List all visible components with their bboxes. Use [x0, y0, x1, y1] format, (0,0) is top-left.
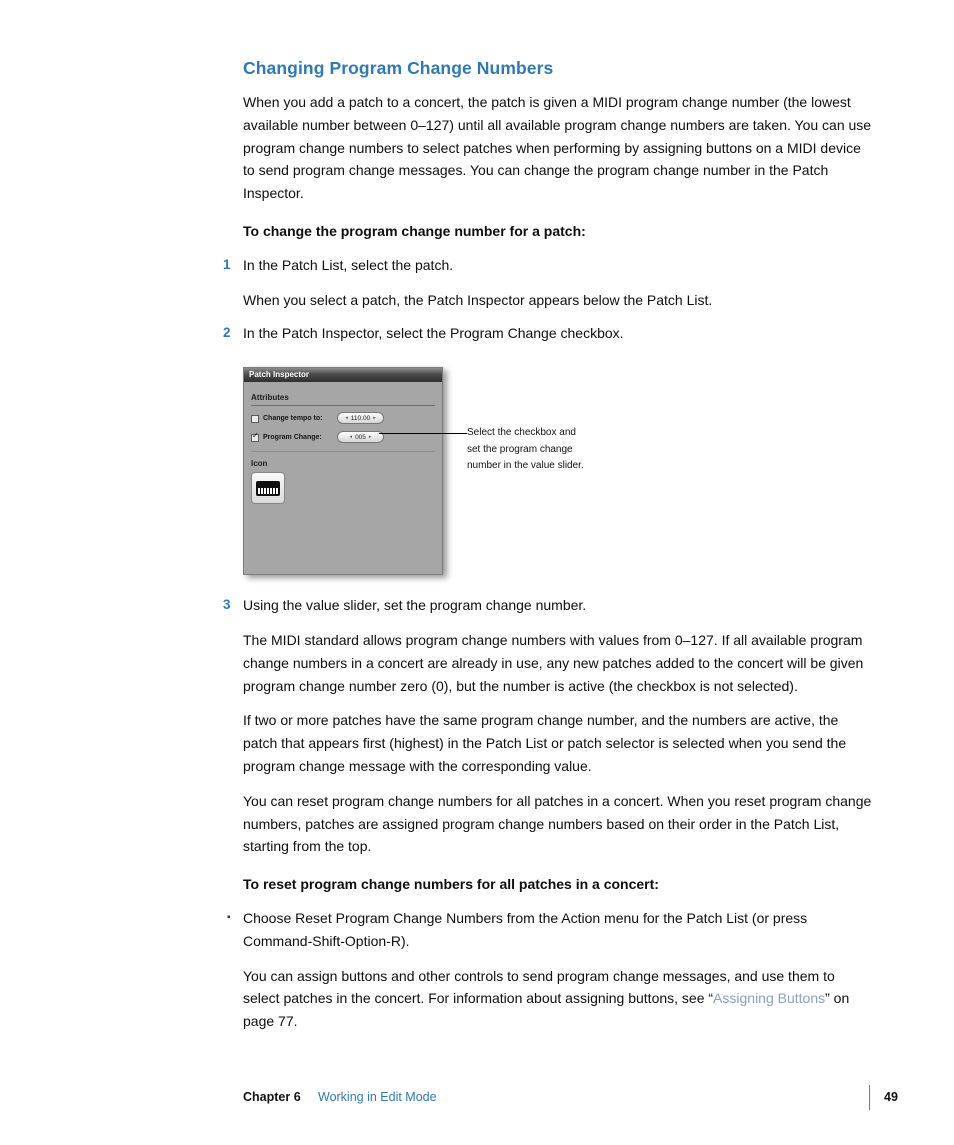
- callout-text: Select the checkbox and set the program change number in the value slider.: [467, 427, 584, 472]
- paragraph-assign-buttons: [243, 965, 875, 1033]
- stepper-right-icon: ▸: [373, 414, 376, 421]
- keyboard-keys-icon: [258, 488, 278, 494]
- paragraph-after-step1: When you select a patch, the Patch Inspector appears below the Patch List.: [243, 291, 713, 308]
- bullet-text: Choose Reset Program Change Numbers from the Action menu for the Patch List (or press Command-Shift-Option-R).: [243, 909, 808, 949]
- step-item-3: [223, 594, 875, 617]
- step-text: Using the value slider, set the program change number.: [243, 597, 587, 614]
- tempo-value-slider: [337, 412, 384, 424]
- step-number: 3: [223, 597, 231, 613]
- page-number: 49: [884, 1090, 898, 1104]
- change-tempo-checkbox: [251, 415, 259, 423]
- step-item-1: [223, 254, 875, 277]
- stepper-left-icon: ◂: [345, 414, 348, 421]
- task-heading-reset: To reset program change numbers for all patches in a concert:: [243, 876, 659, 893]
- step-item-2: [223, 322, 875, 345]
- program-change-label: Program Change:: [263, 434, 322, 442]
- change-tempo-label: Change tempo to:: [263, 415, 323, 423]
- assign-text-after: ” on page 77.: [243, 990, 850, 1030]
- callout-connector-line: [379, 433, 467, 434]
- patch-icon-well: [251, 472, 285, 504]
- tempo-value: 110.00: [350, 414, 371, 422]
- bullet-item: [227, 907, 875, 953]
- patch-inspector-figure: [243, 367, 875, 583]
- program-change-checkbox: [251, 434, 259, 442]
- footer-divider: [869, 1085, 870, 1110]
- stepper-left-icon: ◂: [349, 433, 353, 440]
- change-tempo-row: [251, 412, 435, 425]
- patch-inspector-panel: [243, 367, 443, 575]
- step-text: In the Patch Inspector, select the Program Change checkbox.: [243, 325, 624, 342]
- panel-divider: [251, 451, 435, 452]
- program-change-value-slider: [337, 431, 384, 443]
- paragraph-two-or-more: If two or more patches have the same program change number, and the numbers are active, the patch that appears first (highest) in the Patch List or patch selector is selected when you send the program change message with the corresponding value.: [243, 712, 847, 774]
- paragraph-reset-info: You can reset program change numbers for all patches in a concert. When you reset program change numbers, patches are assigned program change numbers based on their order in the Patch List, starting from the top.: [243, 792, 872, 855]
- section-heading: Changing Program Change Numbers: [243, 58, 554, 78]
- square-bullet-icon: ▪: [227, 911, 231, 923]
- footer-chapter-label: Chapter 6: [243, 1090, 301, 1104]
- attributes-divider: [251, 405, 435, 406]
- task-heading-change: To change the program change number for a patch:: [243, 222, 586, 239]
- panel-body: [244, 393, 442, 504]
- panel-title-bar: Patch Inspector: [244, 368, 442, 382]
- step-text: In the Patch List, select the patch.: [243, 256, 454, 273]
- icon-section-label: Icon: [251, 459, 268, 469]
- attributes-section-label: Attributes: [251, 393, 289, 403]
- step-number: 1: [223, 256, 231, 272]
- assigning-buttons-link[interactable]: Assigning Buttons: [713, 990, 826, 1007]
- program-change-value: 005: [355, 433, 366, 441]
- footer-section-link[interactable]: Working in Edit Mode: [318, 1090, 437, 1104]
- content-column: [223, 58, 875, 1033]
- stepper-right-icon: ▸: [368, 433, 372, 440]
- keyboard-icon: [256, 481, 280, 496]
- paragraph-intro: When you add a patch to a concert, the patch is given a MIDI program change number (the lowest available number between 0–127) until all available program change numbers are taken. You can use program change numbers to select patches when performing by assigning buttons on a MIDI device to send program change messages. You can change the program change number in the Patch Inspector.: [243, 94, 872, 202]
- paragraph-midi-standard: The MIDI standard allows program change numbers with values from 0–127. If all available program change numbers in a concert are already in use, any new patches added to the concert will be given program change number zero (0), but the number is active (the checkbox is not selected).: [243, 631, 864, 694]
- step-number: 2: [223, 325, 231, 341]
- assign-text-before: You can assign buttons and other controls to send program change messages, and use them to select patches in the concert. For information about assigning buttons, see “: [243, 967, 835, 1007]
